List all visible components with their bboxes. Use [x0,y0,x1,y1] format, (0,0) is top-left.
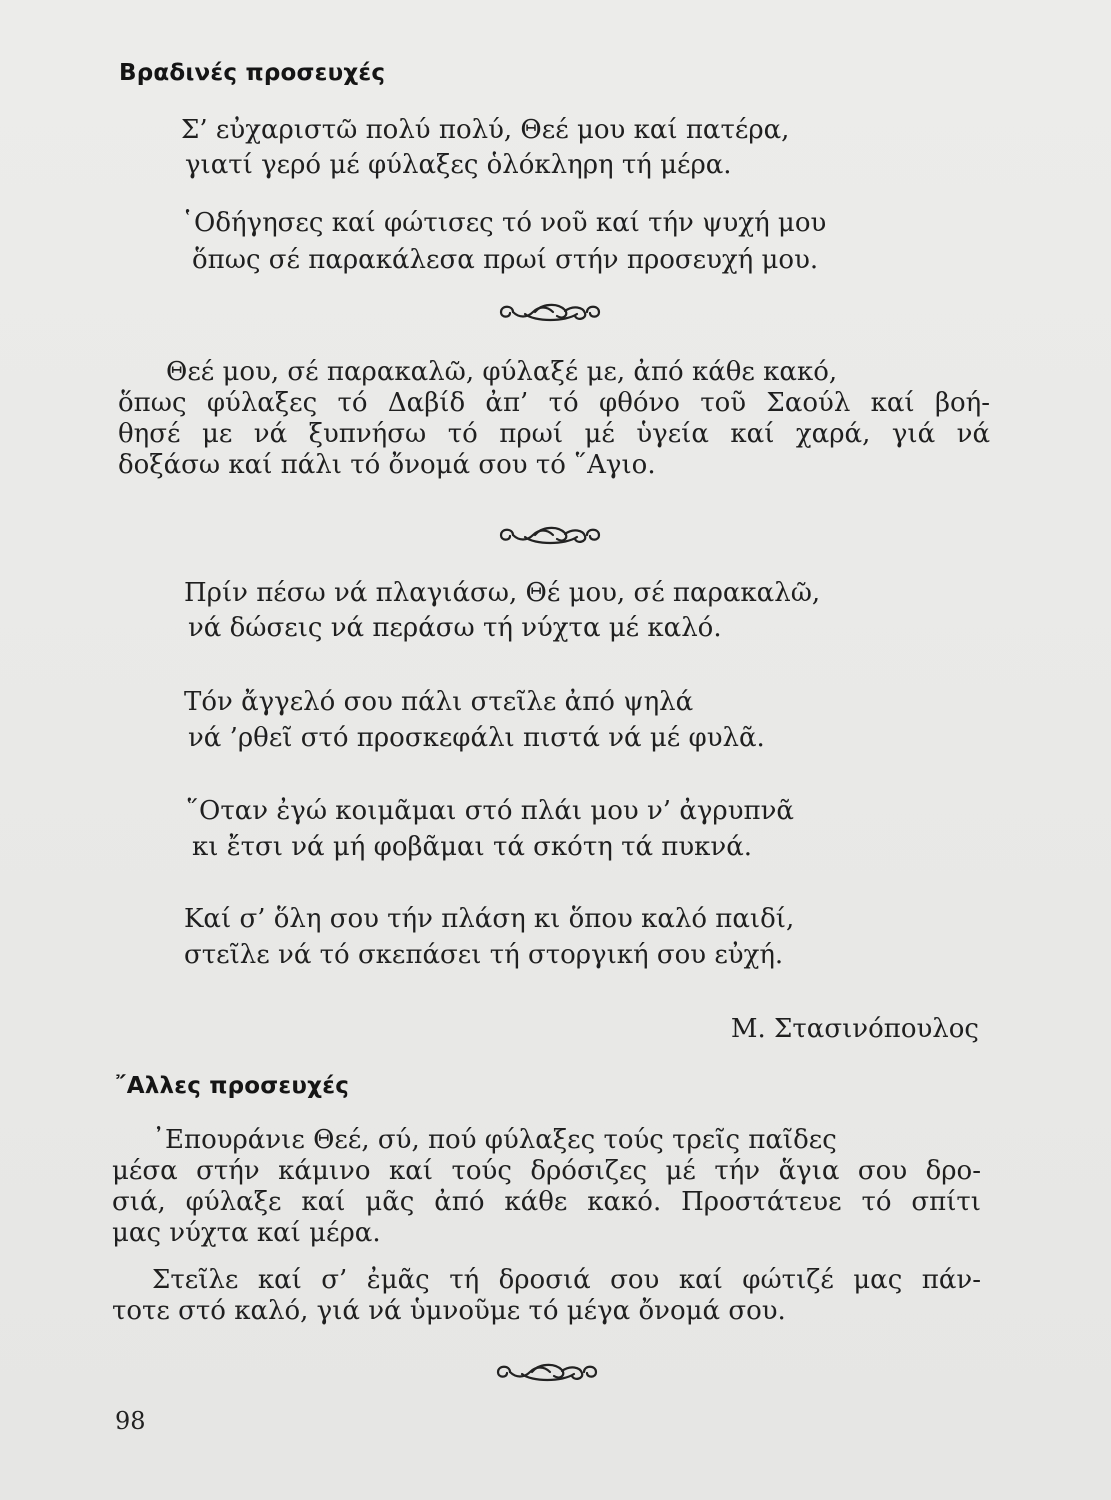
paragraph-line: θησέ με νά ξυπνήσω τό πρωί μέ ὑγεία καί χαρά, γιά νά [118,419,990,449]
paragraph-line: δοξάσω καί πάλι τό ὄνομά σου τό ῞Αγιο. [118,450,656,480]
paragraph-line: Θεέ μου, σέ παρακαλῶ, φύλαξέ με, ἀπό κάθε κακό, [166,357,838,387]
poem-line: νά ’ρθεῖ στό προσκεφάλι πιστά νά μέ φυλᾶ. [188,723,765,753]
poem-line: στεῖλε νά τό σκεπάσει τή στοργική σου εὐχή. [184,940,784,970]
poem-line: ῾Οδήγησες καί φώτισες τό νοῦ καί τήν ψυχή μου [181,208,827,238]
page-number: 98 [115,1407,146,1435]
scroll-flourish-icon [492,1357,602,1387]
paragraph-line: ᾿Επουράνιε Θεέ, σύ, πού φύλαξες τούς τρεῖς παῖδες [152,1125,837,1155]
poem-line: ῞Οταν ἐγώ κοιμᾶμαι στό πλάι μου ν’ ἀγρυπνᾶ [186,796,794,826]
poem-line: Σ’ εὐχαριστῶ πολύ πολύ, Θεέ μου καί πατέρα, [181,115,790,145]
poem-line: ὅπως σέ παρακάλεσα πρωί στήν προσευχή μου. [192,245,819,275]
section-heading-evening-prayers: Βραδινές προσευχές [119,60,386,86]
scroll-flourish-icon [495,520,605,550]
poem-line: νά δώσεις νά περάσω τή νύχτα μέ καλό. [188,613,722,643]
paragraph-line: μας νύχτα καί μέρα. [112,1218,381,1248]
section-heading-other-prayers: ῎Αλλες προσευχές [115,1073,350,1099]
poem-line: Καί σ’ ὅλη σου τήν πλάση κι ὅπου καλό παιδί, [184,904,795,934]
prayer-paragraph [112,1265,981,1327]
poem-line: κι ἔτσι νά μή φοβᾶμαι τά σκότη τά πυκνά. [192,832,753,862]
paragraph-line: ὅπως φύλαξες τό Δαβίδ ἀπ’ τό φθόνο τοῦ Σαούλ καί βοή- [118,388,990,418]
paragraph-line: σιά, φύλαξε καί μᾶς ἀπό κάθε κακό. Προστάτευε τό σπίτι [112,1187,981,1217]
scroll-flourish-icon [495,297,605,327]
paragraph-line: τοτε στό καλό, γιά νά ὑμνοῦμε τό μέγα ὄνομά σου. [112,1296,786,1326]
poem-line: Πρίν πέσω νά πλαγιάσω, Θέ μου, σέ παρακαλῶ, [184,578,821,608]
paragraph-line: μέσα στήν κάμινο καί τούς δρόσιζες μέ τήν ἅγια σου δρο- [112,1156,981,1186]
prayer-paragraph [112,1125,981,1249]
paragraph-line: Στεῖλε καί σ’ ἐμᾶς τή δροσιά σου καί φώτιζέ μας πάν- [152,1265,981,1295]
prayer-paragraph [118,357,990,481]
author-signature: Μ. Στασινόπουλος [730,1014,979,1044]
poem-line: Τόν ἄγγελό σου πάλι στεῖλε ἀπό ψηλά [184,687,694,717]
poem-line: γιατί γερό μέ φύλαξες ὁλόκληρη τή μέρα. [185,150,732,180]
